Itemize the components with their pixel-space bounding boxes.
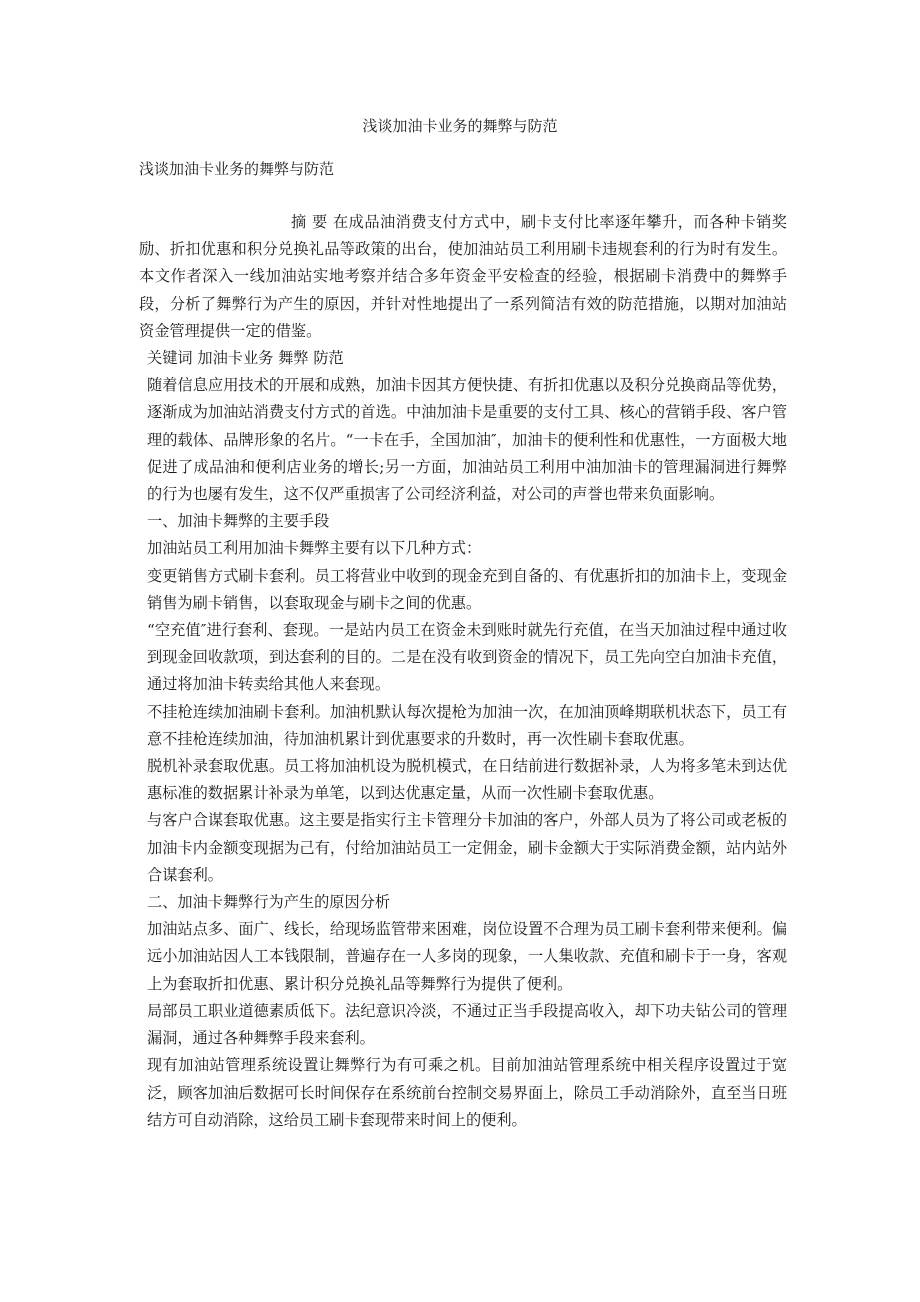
keywords-line: 关键词 加油卡业务 舞弊 防范 [147, 349, 344, 368]
document-body [139, 209, 787, 1134]
cause-paragraph-3: 现有加油站管理系统设置让舞弊行为有可乘之机。目前加油站管理系统中相关程序设置过于宽泛，顾客加油后数据可长时间保存在系统前台控制交易界面上，除员工手动消除外，直至当日班结方可自动消除，这给员工刷卡套现带来时间上的便利。 [147, 1056, 787, 1129]
section-heading-1: 一、加油卡舞弊的主要手段 [147, 512, 330, 531]
cause-paragraph-1: 加油站点多、面广、线长，给现场监管带来困难，岗位设置不合理为员工刷卡套利带来便利。偏远小加油站因人工本钱限制，普遍存在一人多岗的现象，一人集收款、充值和刷卡于一身，客观上为套取折扣优惠、累计积分兑换礼品等舞弊行为提供了便利。 [147, 920, 787, 993]
section-1-lead: 加油站员工利用加油卡舞弊主要有以下几种方式： [147, 539, 482, 558]
method-paragraph-4: 脱机补录套取优惠。员工将加油机设为脱机模式，在日结前进行数据补录，人为将多笔未到达优惠标准的数据累计补录为单笔，以到达优惠定量，从而一次性刷卡套取优惠。 [147, 757, 787, 803]
method-paragraph-5: 与客户合谋套取优惠。这主要是指实行主卡管理分卡加油的客户，外部人员为了将公司或老板的加油卡内金额变现据为己有，付给加油站员工一定佣金，刷卡金额大于实际消费金额，站内站外合谋套利。 [147, 811, 787, 884]
abstract-paragraph: 摘 要 在成品油消费支付方式中，刷卡支付比率逐年攀升，而各种卡销奖励、折扣优惠和积分兑换礼品等政策的出台，使加油站员工利用刷卡违规套利的行为时有发生。本文作者深入一线加油站实地考察并结合多年资金平安检查的经验，根据刷卡消费中的舞弊手段，分析了舞弊行为产生的原因，并针对性地提出了一系列简洁有效的防范措施，以期对加油站资金管理提供一定的借鉴。 [139, 213, 787, 340]
intro-paragraph: 随着信息应用技术的开展和成熟，加油卡因其方便快捷、有折扣优惠以及积分兑换商品等优势，逐渐成为加油站消费支付方式的首选。中油加油卡是重要的支付工具、核心的营销手段、客户管理的载体、品牌形象的名片。“一卡在手，全国加油″，加油卡的便利性和优惠性，一方面极大地促进了成品油和便利店业务的增长;另一方面，加油站员工利用中油加油卡的管理漏洞进行舞弊的行为也屡有发生，这不仅严重损害了公司经济利益，对公司的声誉也带来负面影响。 [147, 376, 787, 504]
document-subtitle: 浅谈加油卡业务的舞弊与防范 [139, 160, 335, 178]
cause-paragraph-2: 局部员工职业道德素质低下。法纪意识冷淡，不通过正当手段提高收入，却下功夫钻公司的管理漏洞，通过各种舞弊手段来套利。 [147, 1001, 787, 1048]
method-paragraph-2: “空充值″进行套利、套现。一是站内员工在资金未到账时就先行充值，在当天加油过程中通过收到现金回收款项，到达套利的目的。二是在没有收到资金的情况下，员工先向空白加油卡充值，通过将加油卡转卖给其他人来套现。 [147, 621, 787, 694]
method-paragraph-1: 变更销售方式刷卡套利。员工将营业中收到的现金充到自备的、有优惠折扣的加油卡上，变现金销售为刷卡销售，以套取现金与刷卡之间的优惠。 [147, 566, 787, 612]
section-heading-2: 二、加油卡舞弊行为产生的原因分析 [147, 893, 390, 912]
method-paragraph-3: 不挂枪连续加油刷卡套利。加油机默认每次提枪为加油一次，在加油顶峰期联机状态下，员工有意不挂枪连续加油，待加油机累计到优惠要求的升数时，再一次性刷卡套取优惠。 [147, 702, 787, 748]
document-title: 浅谈加油卡业务的舞弊与防范 [362, 117, 558, 135]
